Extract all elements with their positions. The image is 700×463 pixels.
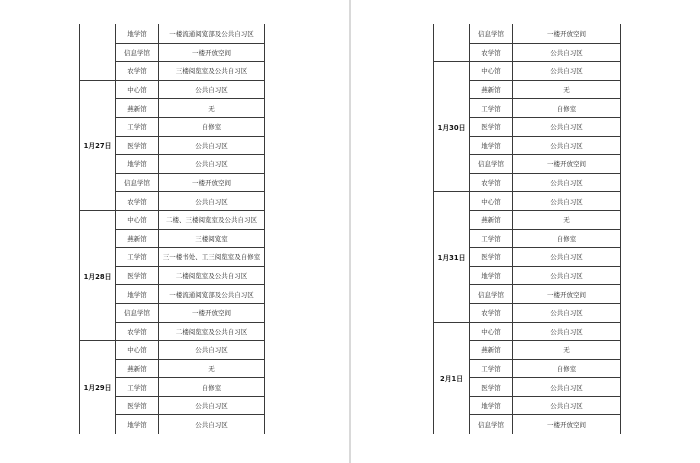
library-cell: 工学馆 — [116, 248, 159, 267]
library-cell: 工学馆 — [470, 359, 513, 378]
open-space-cell: 公共自习区 — [513, 303, 621, 322]
library-cell: 地学馆 — [116, 25, 159, 44]
open-space-cell: 公共自习区 — [513, 62, 621, 81]
library-cell: 农学馆 — [116, 322, 159, 341]
open-space-cell: 公共自习区 — [159, 415, 265, 434]
open-space-cell: 二楼、三楼阅览室及公共自习区 — [159, 210, 265, 229]
library-cell: 农学馆 — [470, 303, 513, 322]
open-space-cell: 无 — [513, 341, 621, 360]
table-row — [80, 80, 265, 99]
date-cell — [80, 25, 116, 81]
date-cell: 1月30日 — [434, 62, 470, 192]
library-cell: 信息学馆 — [116, 173, 159, 192]
open-space-cell: 公共自习区 — [159, 341, 265, 360]
library-cell: 地学馆 — [470, 136, 513, 155]
open-space-cell: 自修室 — [159, 378, 265, 397]
library-cell: 信息学馆 — [470, 415, 513, 434]
table-row — [434, 192, 621, 211]
table-row — [434, 25, 621, 44]
library-cell: 燕新馆 — [116, 359, 159, 378]
open-space-cell: 一楼开放空间 — [513, 25, 621, 44]
library-cell: 工学馆 — [470, 99, 513, 118]
date-cell — [434, 25, 470, 62]
library-cell: 地学馆 — [116, 155, 159, 174]
schedule-table — [79, 24, 265, 434]
library-cell: 燕新馆 — [116, 99, 159, 118]
open-space-cell: 公共自习区 — [513, 378, 621, 397]
library-cell: 中心馆 — [470, 62, 513, 81]
library-cell: 地学馆 — [470, 266, 513, 285]
date-cell: 1月28日 — [80, 210, 116, 340]
library-cell: 农学馆 — [116, 192, 159, 211]
library-cell: 农学馆 — [470, 43, 513, 62]
open-space-cell: 公共自习区 — [513, 396, 621, 415]
open-space-cell: 公共自习区 — [159, 396, 265, 415]
open-space-cell: 公共自习区 — [513, 192, 621, 211]
open-space-cell: 一楼开放空间 — [159, 43, 265, 62]
open-space-cell: 二楼阅览室及公共自习区 — [159, 266, 265, 285]
library-cell: 工学馆 — [116, 117, 159, 136]
date-cell: 1月29日 — [80, 341, 116, 434]
table-row — [434, 62, 621, 81]
open-space-cell: 一楼开放空间 — [513, 285, 621, 304]
open-space-cell: 自修室 — [159, 117, 265, 136]
open-space-cell: 自修室 — [513, 99, 621, 118]
table-row — [80, 210, 265, 229]
date-cell: 2月1日 — [434, 322, 470, 434]
library-cell: 信息学馆 — [470, 285, 513, 304]
open-space-cell: 自修室 — [513, 229, 621, 248]
date-cell: 1月31日 — [434, 192, 470, 322]
document-page-left — [0, 0, 349, 463]
library-cell: 燕新馆 — [470, 80, 513, 99]
library-cell: 中心馆 — [470, 192, 513, 211]
library-cell: 地学馆 — [116, 285, 159, 304]
library-cell: 农学馆 — [116, 62, 159, 81]
open-space-cell: 无 — [513, 210, 621, 229]
open-space-cell: 无 — [159, 359, 265, 378]
library-cell: 中心馆 — [470, 322, 513, 341]
open-space-cell: 三楼阅览室 — [159, 229, 265, 248]
library-cell: 地学馆 — [116, 415, 159, 434]
open-space-cell: 公共自习区 — [159, 136, 265, 155]
library-cell: 信息学馆 — [116, 303, 159, 322]
schedule-table — [433, 24, 621, 434]
open-space-cell: 公共自习区 — [513, 173, 621, 192]
library-cell: 中心馆 — [116, 210, 159, 229]
open-space-cell: 二楼阅览室及公共自习区 — [159, 322, 265, 341]
open-space-cell: 一楼流通阅览部及公共自习区 — [159, 285, 265, 304]
open-space-cell: 公共自习区 — [159, 192, 265, 211]
library-cell: 信息学馆 — [116, 43, 159, 62]
open-space-cell: 一楼开放空间 — [159, 303, 265, 322]
library-cell: 医学馆 — [116, 396, 159, 415]
library-cell: 医学馆 — [470, 248, 513, 267]
library-cell: 中心馆 — [116, 341, 159, 360]
open-space-cell: 无 — [159, 99, 265, 118]
library-cell: 信息学馆 — [470, 25, 513, 44]
library-cell: 农学馆 — [470, 173, 513, 192]
date-cell: 1月27日 — [80, 80, 116, 210]
open-space-cell: 一楼开放空间 — [159, 173, 265, 192]
library-cell: 医学馆 — [116, 266, 159, 285]
open-space-cell: 公共自习区 — [513, 322, 621, 341]
open-space-cell: 公共自习区 — [513, 117, 621, 136]
open-space-cell: 一楼流通阅览部及公共自习区 — [159, 25, 265, 44]
open-space-cell: 公共自习区 — [513, 266, 621, 285]
table-row — [434, 322, 621, 341]
table-row — [80, 341, 265, 360]
open-space-cell: 一楼开放空间 — [513, 415, 621, 434]
open-space-cell: 公共自习区 — [513, 43, 621, 62]
open-space-cell: 公共自习区 — [513, 248, 621, 267]
library-cell: 医学馆 — [470, 117, 513, 136]
library-cell: 医学馆 — [470, 378, 513, 397]
open-space-cell: 自修室 — [513, 359, 621, 378]
library-cell: 地学馆 — [470, 396, 513, 415]
table-row — [80, 25, 265, 44]
library-cell: 燕新馆 — [470, 341, 513, 360]
open-space-cell: 公共自习区 — [159, 80, 265, 99]
open-space-cell: 三一楼书处、工三阅览室及自修室 — [159, 248, 265, 267]
library-cell: 燕新馆 — [116, 229, 159, 248]
open-space-cell: 公共自习区 — [513, 136, 621, 155]
library-cell: 中心馆 — [116, 80, 159, 99]
open-space-cell: 公共自习区 — [159, 155, 265, 174]
library-cell: 医学馆 — [116, 136, 159, 155]
library-cell: 工学馆 — [470, 229, 513, 248]
open-space-cell: 三楼阅览室及公共自习区 — [159, 62, 265, 81]
open-space-cell: 无 — [513, 80, 621, 99]
library-cell: 燕新馆 — [470, 210, 513, 229]
open-space-cell: 一楼开放空间 — [513, 155, 621, 174]
document-page-right — [351, 0, 700, 463]
library-cell: 工学馆 — [116, 378, 159, 397]
library-cell: 信息学馆 — [470, 155, 513, 174]
